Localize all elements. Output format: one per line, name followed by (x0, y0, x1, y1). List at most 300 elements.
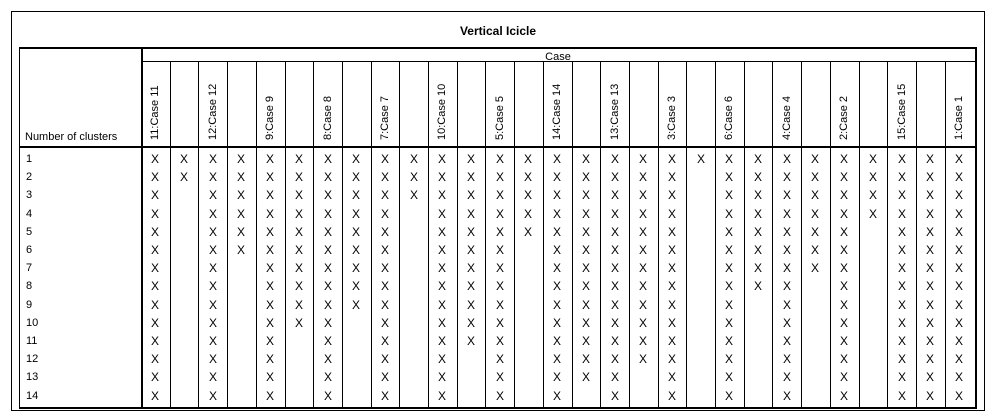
icicle-mark: X (150, 315, 159, 330)
icicle-mark: X (150, 188, 159, 203)
icicle-mark: X (495, 315, 504, 330)
icicle-mark: X (265, 370, 274, 385)
icicle-mark: X (610, 315, 619, 330)
icicle-mark: X (897, 334, 906, 348)
column-divider (686, 61, 687, 407)
icicle-mark: X (294, 297, 303, 312)
icicle-mark: X (523, 188, 532, 203)
icicle-mark: X (495, 152, 504, 166)
icicle-mark: X (294, 243, 303, 257)
column-divider (170, 61, 171, 407)
case-label: 6:Case 6 (723, 95, 735, 140)
icicle-mark: X (782, 170, 791, 185)
icicle-mark: X (638, 170, 647, 185)
icicle-mark: X (150, 297, 159, 312)
icicle-mark: X (724, 315, 733, 330)
icicle-mark: X (954, 206, 963, 221)
icicle-mark: X (437, 224, 446, 239)
icicle-mark: X (782, 243, 791, 257)
icicle-mark: X (954, 261, 963, 276)
icicle-mark: X (925, 297, 934, 312)
icicle-mark: X (437, 370, 446, 385)
icicle-mark: X (954, 334, 963, 348)
icicle-mark: X (294, 279, 303, 294)
icicle-mark: X (925, 243, 934, 257)
icicle-mark: X (925, 334, 934, 348)
icicle-mark: X (351, 261, 360, 276)
icicle-mark: X (351, 188, 360, 203)
icicle-mark: X (810, 261, 819, 276)
icicle-mark: X (437, 334, 446, 348)
icicle-mark: X (495, 224, 504, 239)
case-label: 2:Case 2 (838, 95, 850, 140)
icicle-mark: X (667, 352, 676, 367)
icicle-mark: X (323, 261, 332, 276)
icicle-mark: X (581, 279, 590, 294)
case-label: 5:Case 5 (494, 95, 506, 140)
icicle-mark: X (839, 352, 848, 367)
icicle-mark: X (954, 352, 963, 367)
icicle-mark: X (265, 297, 274, 312)
icicle-mark: X (437, 243, 446, 257)
icicle-mark: X (638, 297, 647, 312)
icicle-mark: X (265, 261, 274, 276)
icicle-mark: X (265, 279, 274, 294)
icicle-mark: X (954, 315, 963, 330)
icicle-mark: X (179, 170, 188, 185)
icicle-mark: X (610, 352, 619, 367)
icicle-mark: X (897, 388, 906, 403)
column-divider (371, 61, 372, 407)
icicle-mark: X (466, 170, 475, 185)
icicle-mark: X (437, 315, 446, 330)
icicle-mark: X (868, 188, 877, 203)
case-label: 4:Case 4 (781, 95, 793, 140)
icicle-mark: X (753, 243, 762, 257)
column-divider (859, 61, 860, 407)
icicle-mark: X (409, 152, 418, 166)
icicle-mark: X (208, 370, 217, 385)
icicle-mark: X (839, 243, 848, 257)
icicle-mark: X (667, 370, 676, 385)
row-label: 6 (26, 244, 33, 256)
icicle-mark: X (323, 315, 332, 330)
icicle-mark: X (667, 279, 676, 294)
icicle-mark: X (782, 297, 791, 312)
icicle-mark: X (380, 388, 389, 403)
case-label: 1:Case 1 (953, 95, 965, 140)
icicle-mark: X (265, 206, 274, 221)
icicle-plot-frame (11, 11, 985, 411)
icicle-mark: X (610, 152, 619, 166)
icicle-mark: X (552, 170, 561, 185)
icicle-mark: X (351, 170, 360, 185)
icicle-mark: X (782, 388, 791, 403)
icicle-mark: X (696, 152, 705, 166)
icicle-mark: X (552, 315, 561, 330)
icicle-mark: X (437, 352, 446, 367)
icicle-mark: X (839, 315, 848, 330)
icicle-mark: X (667, 334, 676, 348)
icicle-mark: X (724, 352, 733, 367)
icicle-mark: X (495, 170, 504, 185)
column-divider (945, 61, 946, 407)
column-divider (744, 61, 745, 407)
column-divider (485, 61, 486, 407)
icicle-mark: X (810, 152, 819, 166)
column-divider (256, 61, 257, 407)
icicle-mark: X (236, 188, 245, 203)
icicle-mark: X (925, 315, 934, 330)
column-divider (313, 61, 314, 407)
icicle-mark: X (150, 370, 159, 385)
icicle-mark: X (954, 370, 963, 385)
icicle-mark: X (208, 315, 217, 330)
icicle-mark: X (724, 370, 733, 385)
icicle-mark: X (897, 170, 906, 185)
icicle-mark: X (179, 152, 188, 166)
column-divider (658, 61, 659, 407)
icicle-mark: X (782, 315, 791, 330)
icicle-mark: X (409, 170, 418, 185)
icicle-mark: X (380, 243, 389, 257)
icicle-mark: X (925, 188, 934, 203)
case-label: 10:Case 10 (436, 83, 448, 140)
column-divider (572, 61, 573, 407)
column-divider (342, 61, 343, 407)
icicle-mark: X (323, 188, 332, 203)
icicle-mark: X (323, 370, 332, 385)
column-divider (428, 61, 429, 407)
icicle-mark: X (523, 152, 532, 166)
icicle-mark: X (380, 352, 389, 367)
icicle-mark: X (552, 152, 561, 166)
icicle-mark: X (868, 206, 877, 221)
row-label: 1 (26, 153, 33, 165)
icicle-mark: X (323, 334, 332, 348)
icicle-mark: X (552, 388, 561, 403)
icicle-mark: X (897, 206, 906, 221)
row-label: 7 (26, 262, 33, 275)
icicle-mark: X (265, 352, 274, 367)
icicle-mark: X (724, 170, 733, 185)
table-top-border (19, 47, 975, 49)
icicle-mark: X (753, 170, 762, 185)
icicle-mark: X (638, 279, 647, 294)
icicle-mark: X (954, 279, 963, 294)
icicle-mark: X (495, 188, 504, 203)
icicle-mark: X (380, 315, 389, 330)
icicle-mark: X (265, 152, 274, 166)
icicle-mark: X (150, 334, 159, 348)
icicle-mark: X (409, 188, 418, 203)
icicle-mark: X (437, 279, 446, 294)
icicle-mark: X (581, 243, 590, 257)
icicle-mark: X (839, 388, 848, 403)
column-divider (514, 61, 515, 407)
icicle-mark: X (724, 152, 733, 166)
icicle-mark: X (294, 261, 303, 276)
icicle-mark: X (868, 170, 877, 185)
icicle-mark: X (839, 279, 848, 294)
icicle-mark: X (323, 152, 332, 166)
icicle-mark: X (552, 261, 561, 276)
icicle-mark: X (323, 170, 332, 185)
icicle-mark: X (380, 297, 389, 312)
icicle-mark: X (782, 279, 791, 294)
icicle-mark: X (610, 370, 619, 385)
icicle-mark: X (925, 152, 934, 166)
icicle-mark: X (954, 243, 963, 257)
icicle-mark: X (581, 352, 590, 367)
column-divider (227, 61, 228, 407)
row-label: 5 (26, 225, 33, 238)
icicle-mark: X (667, 297, 676, 312)
icicle-mark: X (610, 261, 619, 276)
icicle-mark: X (208, 152, 217, 166)
icicle-mark: X (236, 224, 245, 239)
icicle-mark: X (581, 206, 590, 221)
icicle-mark: X (208, 279, 217, 294)
icicle-mark: X (380, 188, 389, 203)
icicle-mark: X (925, 279, 934, 294)
icicle-mark: X (150, 261, 159, 276)
icicle-mark: X (782, 188, 791, 203)
icicle-mark: X (495, 206, 504, 221)
icicle-mark: X (954, 224, 963, 239)
icicle-mark: X (552, 297, 561, 312)
icicle-mark: X (753, 206, 762, 221)
icicle-mark: X (466, 297, 475, 312)
case-label: 3:Case 3 (666, 95, 678, 140)
icicle-mark: X (839, 224, 848, 239)
icicle-mark: X (552, 370, 561, 385)
icicle-mark: X (265, 334, 274, 348)
icicle-mark: X (351, 243, 360, 257)
case-heading: Case (545, 51, 571, 63)
icicle-mark: X (552, 352, 561, 367)
icicle-mark: X (897, 370, 906, 385)
icicle-mark: X (208, 243, 217, 257)
icicle-mark: X (208, 388, 217, 403)
icicle-mark: X (552, 243, 561, 257)
icicle-mark: X (839, 152, 848, 166)
column-divider (629, 61, 630, 407)
table-bottom-border (19, 407, 975, 409)
icicle-mark: X (380, 152, 389, 166)
row-label: 9 (26, 298, 33, 311)
icicle-mark: X (265, 188, 274, 203)
icicle-mark: X (323, 297, 332, 312)
icicle-mark: X (380, 170, 389, 185)
icicle-mark: X (925, 261, 934, 276)
icicle-mark: X (610, 206, 619, 221)
icicle-mark: X (581, 188, 590, 203)
icicle-mark: X (753, 261, 762, 276)
icicle-mark: X (724, 261, 733, 276)
icicle-mark: X (638, 188, 647, 203)
icicle-mark: X (437, 170, 446, 185)
icicle-mark: X (724, 188, 733, 203)
icicle-mark: X (638, 152, 647, 166)
case-label: 7:Case 7 (379, 95, 391, 140)
icicle-mark: X (581, 224, 590, 239)
icicle-mark: X (437, 261, 446, 276)
icicle-mark: X (208, 261, 217, 276)
icicle-mark: X (208, 224, 217, 239)
icicle-mark: X (208, 297, 217, 312)
icicle-mark: X (753, 152, 762, 166)
row-label: 12 (26, 353, 39, 366)
icicle-mark: X (724, 388, 733, 403)
case-label: 9:Case 9 (264, 95, 276, 140)
number-of-clusters-heading: Number of clusters (25, 131, 118, 143)
icicle-mark: X (495, 261, 504, 276)
icicle-mark: X (437, 152, 446, 166)
table-left-border (19, 47, 20, 407)
column-divider (600, 61, 601, 407)
icicle-mark: X (610, 279, 619, 294)
icicle-mark: X (208, 334, 217, 348)
icicle-mark: X (208, 352, 217, 367)
icicle-mark: X (839, 334, 848, 348)
icicle-mark: X (437, 388, 446, 403)
icicle-mark: X (150, 170, 159, 185)
row-label: 13 (26, 371, 39, 384)
icicle-mark: X (897, 315, 906, 330)
case-label: 14:Case 14 (551, 83, 563, 140)
icicle-mark: X (265, 224, 274, 239)
icicle-mark: X (495, 370, 504, 385)
icicle-mark: X (782, 352, 791, 367)
table-right-border (975, 47, 977, 409)
case-label: 15:Case 15 (896, 83, 908, 140)
icicle-mark: X (294, 315, 303, 330)
icicle-mark: X (925, 206, 934, 221)
icicle-mark: X (466, 243, 475, 257)
icicle-mark: X (380, 224, 389, 239)
icicle-mark: X (294, 224, 303, 239)
case-label: 12:Case 12 (207, 83, 219, 140)
icicle-mark: X (236, 170, 245, 185)
icicle-mark: X (954, 152, 963, 166)
icicle-mark: X (150, 243, 159, 257)
icicle-mark: X (265, 170, 274, 185)
icicle-mark: X (150, 352, 159, 367)
icicle-mark: X (323, 206, 332, 221)
row-label: 10 (26, 316, 39, 329)
icicle-mark: X (839, 206, 848, 221)
icicle-mark: X (638, 206, 647, 221)
icicle-mark: X (667, 206, 676, 221)
icicle-mark: X (437, 188, 446, 203)
icicle-mark: X (523, 224, 532, 239)
icicle-mark: X (150, 279, 159, 294)
icicle-mark: X (897, 188, 906, 203)
icicle-mark: X (466, 152, 475, 166)
icicle-mark: X (782, 334, 791, 348)
icicle-mark: X (208, 170, 217, 185)
icicle-mark: X (380, 261, 389, 276)
icicle-mark: X (724, 334, 733, 348)
case-label: 8:Case 8 (322, 95, 334, 140)
icicle-mark: X (610, 224, 619, 239)
icicle-mark: X (581, 370, 590, 385)
icicle-mark: X (495, 352, 504, 367)
icicle-mark: X (810, 188, 819, 203)
icicle-mark: X (265, 243, 274, 257)
icicle-mark: X (495, 297, 504, 312)
column-divider (916, 61, 917, 407)
column-divider (399, 61, 400, 407)
icicle-mark: X (868, 152, 877, 166)
icicle-mark: X (236, 152, 245, 166)
icicle-mark: X (667, 261, 676, 276)
icicle-mark: X (208, 206, 217, 221)
icicle-mark: X (294, 206, 303, 221)
row-label: 11 (26, 335, 38, 347)
icicle-mark: X (581, 297, 590, 312)
icicle-mark: X (638, 352, 647, 367)
icicle-mark: X (954, 388, 963, 403)
icicle-mark: X (552, 224, 561, 239)
icicle-mark: X (466, 315, 475, 330)
icicle-mark: X (782, 224, 791, 239)
icicle-mark: X (495, 334, 504, 348)
icicle-mark: X (323, 243, 332, 257)
icicle-mark: X (897, 224, 906, 239)
icicle-mark: X (925, 352, 934, 367)
icicle-mark: X (351, 152, 360, 166)
icicle-mark: X (667, 152, 676, 166)
icicle-mark: X (839, 188, 848, 203)
icicle-mark: X (323, 388, 332, 403)
icicle-mark: X (552, 334, 561, 348)
icicle-mark: X (897, 297, 906, 312)
column-divider (772, 61, 773, 407)
icicle-mark: X (610, 297, 619, 312)
icicle-mark: X (897, 352, 906, 367)
icicle-mark: X (236, 206, 245, 221)
icicle-mark: X (638, 261, 647, 276)
icicle-mark: X (667, 243, 676, 257)
icicle-mark: X (495, 388, 504, 403)
icicle-mark: X (667, 170, 676, 185)
icicle-mark: X (208, 188, 217, 203)
icicle-mark: X (810, 206, 819, 221)
icicle-mark: X (954, 297, 963, 312)
icicle-mark: X (925, 224, 934, 239)
column-divider (887, 61, 888, 407)
icicle-mark: X (753, 279, 762, 294)
icicle-mark: X (495, 279, 504, 294)
column-divider (830, 61, 831, 407)
icicle-mark: X (150, 388, 159, 403)
icicle-mark: X (495, 243, 504, 257)
icicle-mark: X (638, 243, 647, 257)
icicle-mark: X (610, 170, 619, 185)
icicle-mark: X (753, 224, 762, 239)
row-label: 2 (26, 171, 33, 184)
icicle-mark: X (466, 279, 475, 294)
icicle-mark: X (839, 297, 848, 312)
icicle-mark: X (466, 224, 475, 239)
icicle-mark: X (782, 152, 791, 166)
column-divider (715, 61, 716, 407)
icicle-mark: X (724, 243, 733, 257)
icicle-mark: X (380, 334, 389, 348)
header-divider (19, 146, 975, 148)
